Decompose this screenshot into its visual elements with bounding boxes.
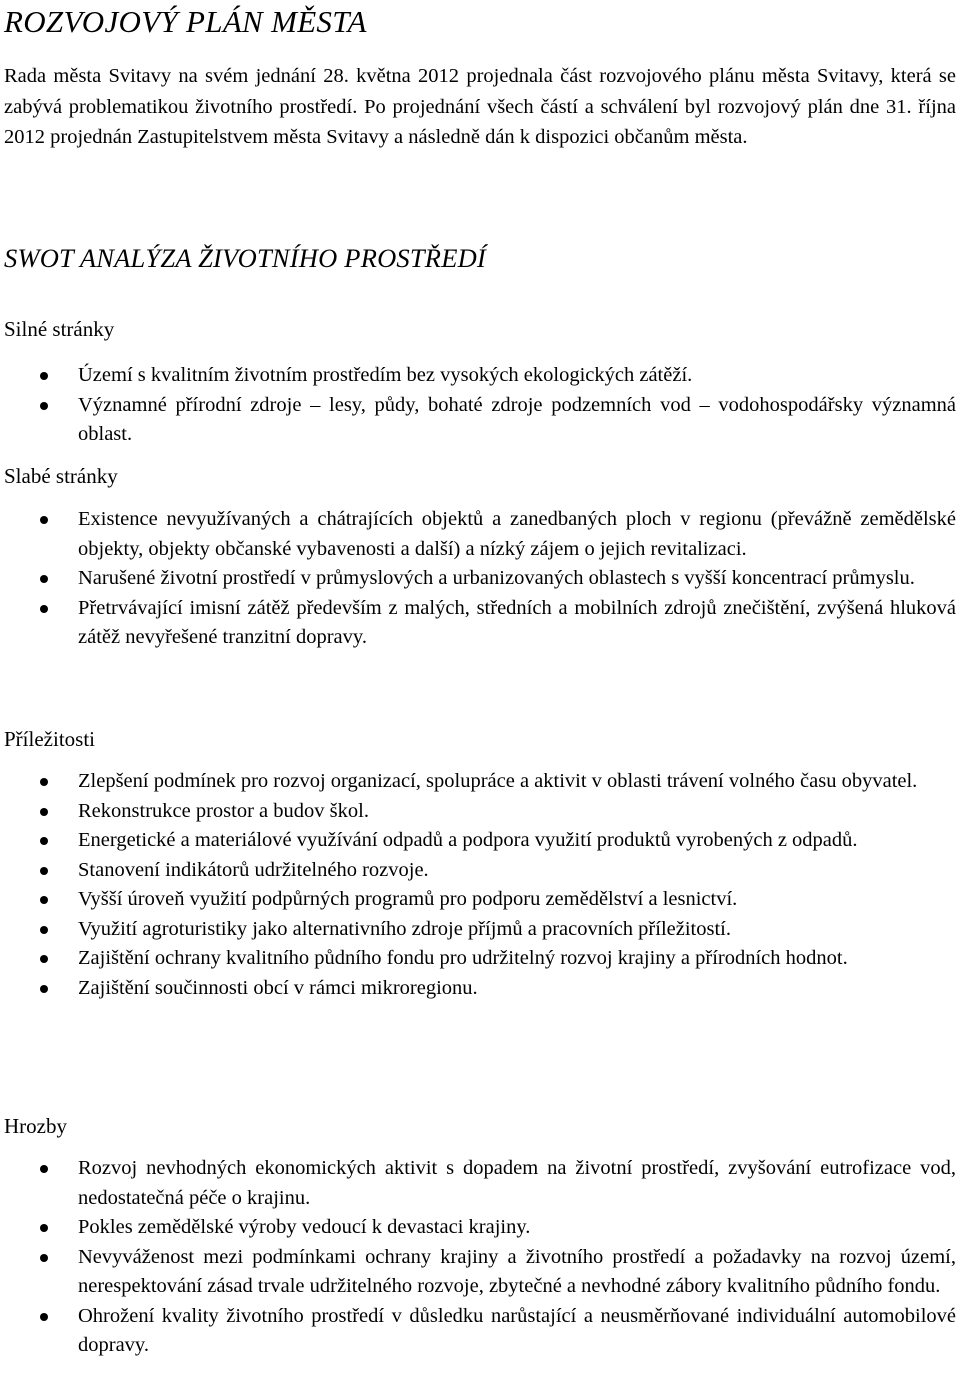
strengths-heading: Silné stránky bbox=[4, 317, 115, 341]
threats-heading: Hrozby bbox=[4, 1114, 67, 1138]
list-item: Existence nevyužívaných a chátrajících objektů a zanedbaných ploch v regionu (převážně zemědělské objekty, objekty občanské vybavenosti a další) a nízký zájem o jejich revitalizaci. bbox=[4, 505, 956, 564]
strengths-list bbox=[4, 361, 956, 450]
list-item: Významné přírodní zdroje – lesy, půdy, bohaté zdroje podzemních vod – vodohospodářsky významná oblast. bbox=[4, 391, 956, 450]
list-item: Rozvoj nevhodných ekonomických aktivit s dopadem na životní prostředí, zvyšování eutrofizace vod, nedostatečná péče o krajinu. bbox=[4, 1154, 956, 1213]
threats-list bbox=[4, 1154, 956, 1361]
list-item: Pokles zemědělské výroby vedoucí k devastaci krajiny. bbox=[4, 1213, 956, 1243]
list-item: Využití agroturistiky jako alternativního zdroje příjmů a pracovních příležitostí. bbox=[4, 915, 956, 945]
list-item: Nevyváženost mezi podmínkami ochrany krajiny a životního prostředí a požadavky na rozvoj území, nerespektování zásad trvale udržitelného rozvoje, zbytečné a nevhodné zábory kvalitního půdního fondu. bbox=[4, 1243, 956, 1302]
list-item: Energetické a materiálové využívání odpadů a podpora využití produktů vyrobených z odpadů. bbox=[4, 826, 956, 856]
intro-paragraph: Rada města Svitavy na svém jednání 28. května 2012 projednala část rozvojového plánu města Svitavy, která se zabývá problematikou životního prostředí. Po projednání všech částí a schválení byl rozvojový plán dne 31. října 2012 projednán Zastupitelstvem města Svitavy a následně dán k dispozici občanům města. bbox=[4, 65, 956, 148]
list-item: Přetrvávající imisní zátěž především z malých, středních a mobilních zdrojů znečištění, zvýšená hluková zátěž nevyřešené tranzitní dopravy. bbox=[4, 594, 956, 653]
page-title: ROZVOJOVÝ PLÁN MĚSTA bbox=[4, 4, 367, 39]
swot-heading: SWOT ANALÝZA ŽIVOTNÍHO PROSTŘEDÍ bbox=[4, 243, 486, 273]
list-item: Zlepšení podmínek pro rozvoj organizací, spolupráce a aktivit v oblasti trávení volného času obyvatel. bbox=[4, 767, 956, 797]
list-item: Narušené životní prostředí v průmyslových a urbanizovaných oblastech s vyšší koncentrací průmyslu. bbox=[4, 564, 956, 594]
list-item: Území s kvalitním životním prostředím bez vysokých ekologických zátěží. bbox=[4, 361, 956, 391]
list-item: Zajištění součinnosti obcí v rámci mikroregionu. bbox=[4, 974, 956, 1004]
list-item: Ohrožení kvality životního prostředí v důsledku narůstající a neusměrňované individuální automobilové dopravy. bbox=[4, 1302, 956, 1361]
opportunities-heading: Příležitosti bbox=[4, 727, 95, 751]
list-item: Stanovení indikátorů udržitelného rozvoje. bbox=[4, 856, 956, 886]
list-item: Vyšší úroveň využití podpůrných programů pro podporu zemědělství a lesnictví. bbox=[4, 885, 956, 915]
weaknesses-heading: Slabé stránky bbox=[4, 464, 118, 488]
opportunities-list bbox=[4, 767, 956, 1003]
list-item: Rekonstrukce prostor a budov škol. bbox=[4, 797, 956, 827]
list-item: Zajištění ochrany kvalitního půdního fondu pro udržitelný rozvoj krajiny a přírodních hodnot. bbox=[4, 944, 956, 974]
weaknesses-list bbox=[4, 505, 956, 653]
